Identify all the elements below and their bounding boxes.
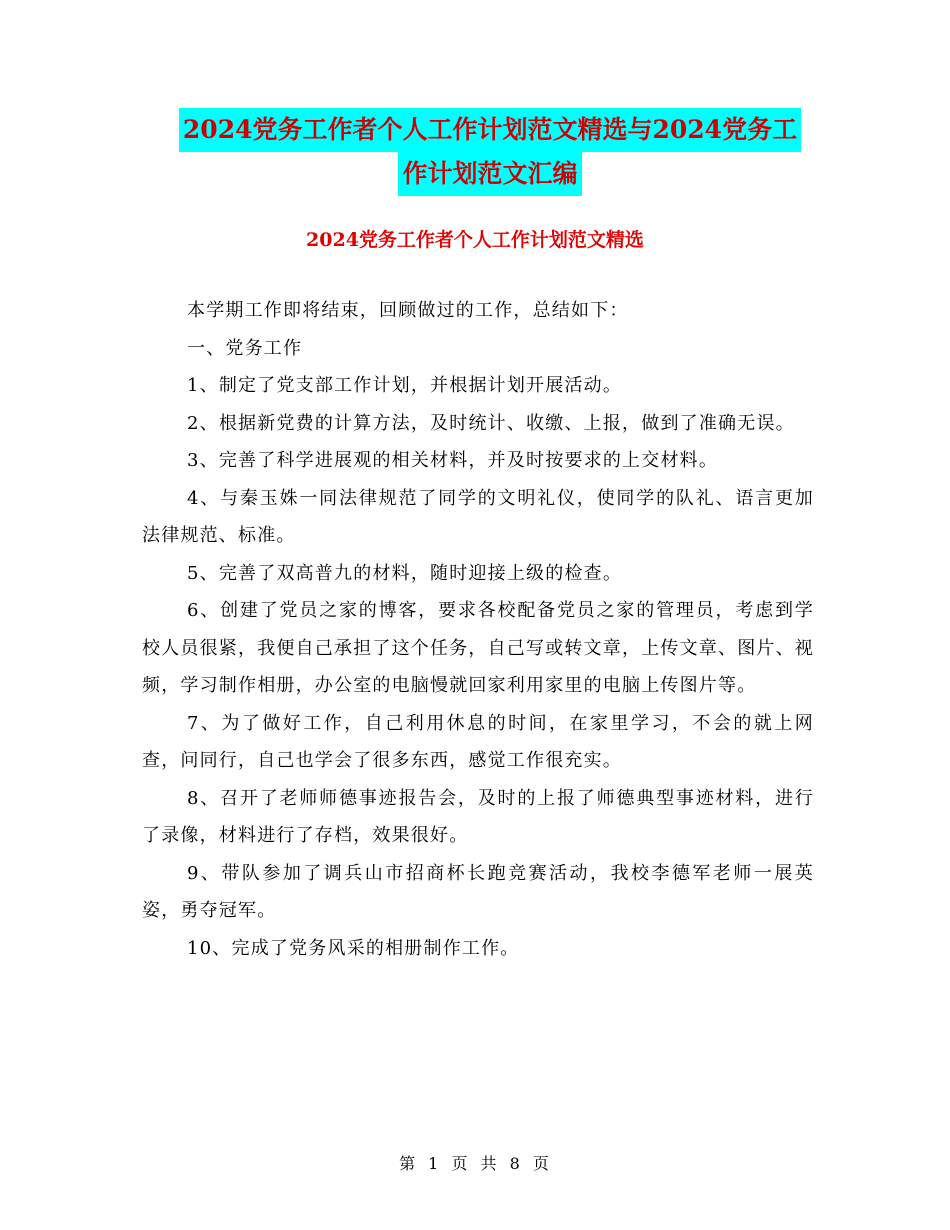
page-footer: 第 1 页 共 8 页 — [399, 1154, 551, 1173]
paragraph: 2、根据新党费的计算方法，及时统计、收缴、上报，做到了准确无误。 — [187, 412, 795, 434]
section-title: 2024党务工作者个人工作计划范文精选 — [306, 229, 644, 251]
title-line-2: 作计划范文汇编 — [398, 152, 581, 196]
paragraph: 1、制定了党支部工作计划，并根据计划开展活动。 — [187, 375, 623, 396]
title-line-1: 2024党务工作者个人工作计划范文精选与2024党务工 — [179, 108, 801, 152]
paragraph: 本学期工作即将结束，回顾做过的工作，总结如下： — [187, 300, 629, 321]
paragraph: 3、完善了科学进展观的相关材料，并及时按要求的上交材料。 — [187, 450, 719, 471]
paragraph: 一、党务工作 — [187, 337, 303, 359]
paragraph: 6、创建了党员之家的博客，要求各校配备党员之家的管理员，考虑到学校人员很紧，我便自己承担了这个任务，自己写或转文章，上传文章、图片、视频，学习制作相册，办公室的电脑慢就回家利用家里的电脑上传图片等。 — [142, 600, 814, 696]
paragraph: 7、为了做好工作，自己利用休息的时间，在家里学习，不会的就上网查，问同行，自己也学会了很多东西，感觉工作很充实。 — [142, 712, 814, 771]
document-body — [142, 292, 814, 967]
paragraph: 4、与秦玉姝一同法律规范了同学的文明礼仪，使同学的队礼、语言更加法律规范、标准。 — [142, 487, 814, 546]
paragraph: 9、带队参加了调兵山市招商杯长跑竞赛活动，我校李德军老师一展英姿，勇夺冠军。 — [142, 862, 814, 921]
paragraph: 8、召开了老师师德事迹报告会，及时的上报了师德典型事迹材料，进行了录像，材料进行了存档，效果很好。 — [142, 787, 814, 846]
paragraph: 5、完善了双高普九的材料，随时迎接上级的检查。 — [187, 562, 623, 584]
document-title — [140, 108, 840, 196]
paragraph: 10、完成了党务风采的相册制作工作。 — [187, 937, 520, 959]
